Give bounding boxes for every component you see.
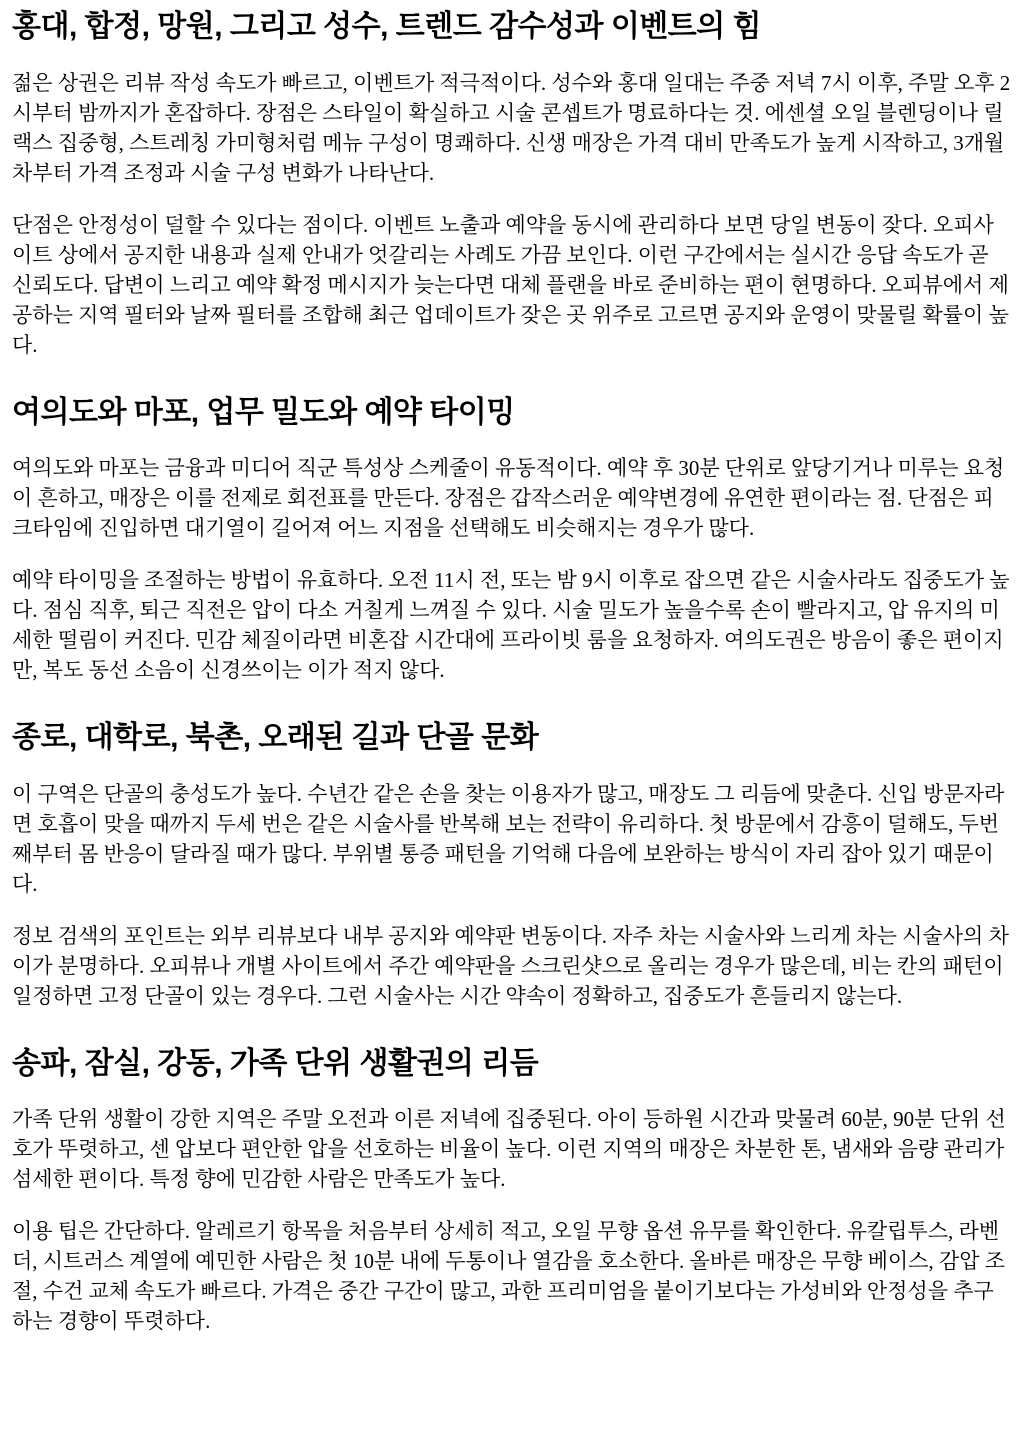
section-heading: 홍대, 합정, 망원, 그리고 성수, 트렌드 감수성과 이벤트의 힘 <box>12 10 762 43</box>
paragraph: 정보 검색의 포인트는 외부 리뷰보다 내부 공지와 예약판 변동이다. 자주 차는 시술사와 느리게 차는 시술사의 차이가 분명하다. 오피뷰나 개별 사이트에서 주간 예약판을 스크린샷으로 올리는 경우가 많은데, 비는 칸의 패턴이 일정하면 고정 단골이 있는 경우다. 그런 시술사는 시간 약속이 정확하고, 집중도가 흔들리지 않는다. <box>12 923 1009 1008</box>
section-jongno-bukchon <box>12 719 1012 1011</box>
paragraph: 이용 팁은 간단하다. 알레르기 항목을 처음부터 상세히 적고, 오일 무향 옵션 유무를 확인한다. 유칼립투스, 라벤더, 시트러스 계열에 예민한 사람은 첫 10분 내에 두통이나 열감을 호소한다. 올바른 매장은 무향 베이스, 감압 조절, 수건 교체 속도가 빠르다. 가격은 중간 구간이 많고, 과한 프리미엄을 붙이기보다는 가성비와 안정성을 추구하는 경향이 뚜렷하다. <box>12 1219 1006 1333</box>
section-hongdae-seongsu <box>12 8 1012 360</box>
paragraph: 단점은 안정성이 덜할 수 있다는 점이다. 이벤트 노출과 예약을 동시에 관리하다 보면 당일 변동이 잦다. 오피사이트 상에서 공지한 내용과 실제 안내가 엇갈리는 사례도 가끔 보인다. 이런 구간에서는 실시간 응답 속도가 곧 신뢰도다. 답변이 느리고 예약 확정 메시지가 늦는다면 대체 플랜을 바로 준비하는 편이 현명하다. 오피뷰에서 제공하는 지역 필터와 날짜 필터를 조합해 최근 업데이트가 잦은 곳 위주로 고르면 공지와 운영이 맞물릴 확률이 높다. <box>12 212 1009 357</box>
paragraph: 젊은 상권은 리뷰 작성 속도가 빠르고, 이벤트가 적극적이다. 성수와 홍대 일대는 주중 저녁 7시 이후, 주말 오후 2시부터 밤까지가 혼잡하다. 장점은 스타일이 확실하고 시술 콘셉트가 명료하다는 것. 에센셜 오일 블렌딩이나 릴랙스 집중형, 스트레칭 가미형처럼 메뉴 구성이 명쾌하다. 신생 매장은 가격 대비 만족도가 높게 시작하고, 3개월 차부터 가격 조정과 시술 구성 변화가 나타난다. <box>12 70 1011 185</box>
paragraph: 가족 단위 생활이 강한 지역은 주말 오전과 이른 저녁에 집중된다. 아이 등하원 시간과 맞물려 60분, 90분 단위 선호가 뚜렷하고, 센 압보다 편안한 압을 선호하는 비율이 높다. 이런 지역의 매장은 차분한 톤, 냄새와 음량 관리가 섬세한 편이다. 특정 향에 민감한 사람은 만족도가 높다. <box>12 1107 1006 1191</box>
section-yeouido-mapo <box>12 394 1012 686</box>
section-heading: 여의도와 마포, 업무 밀도와 예약 타이밍 <box>12 395 515 429</box>
paragraph: 예약 타이밍을 조절하는 방법이 유효하다. 오전 11시 전, 또는 밤 9시 이후로 잡으면 같은 시술사라도 집중도가 높다. 점심 직후, 퇴근 직전은 압이 다소 거칠게 느껴질 수 있다. 시술 밀도가 높을수록 손이 빨라지고, 압 유지의 미세한 떨림이 커진다. 민감 체질이라면 비혼잡 시간대에 프라이빗 룸을 요청하자. 여의도권은 방음이 좋은 편이지만, 복도 동선 소음이 신경쓰이는 이가 적지 않다. <box>12 568 1010 682</box>
section-songpa-gangdong <box>12 1045 1012 1337</box>
section-heading: 종로, 대학로, 북촌, 오래된 길과 단골 문화 <box>12 721 539 754</box>
paragraph: 이 구역은 단골의 충성도가 높다. 수년간 같은 손을 찾는 이용자가 많고, 매장도 그 리듬에 맞춘다. 신입 방문자라면 호흡이 맞을 때까지 두세 번은 같은 시술사를 반복해 보는 전략이 유리하다. 첫 방문에서 감흥이 덜해도, 두번째부터 몸 반응이 달라질 때가 많다. 부위별 통증 패턴을 기억해 다음에 보완하는 방식이 자리 잡아 있기 때문이다. <box>12 781 1005 896</box>
paragraph: 여의도와 마포는 금융과 미디어 직군 특성상 스케줄이 유동적이다. 예약 후 30분 단위로 앞당기거나 미루는 요청이 흔하고, 매장은 이를 전제로 회전표를 만든다. 장점은 갑작스러운 예약변경에 유연한 편이라는 점. 단점은 피크타임에 진입하면 대기열이 길어져 어느 지점을 선택해도 비슷해지는 경우가 많다. <box>12 456 1005 540</box>
section-heading: 송파, 잠실, 강동, 가족 단위 생활권의 리듬 <box>12 1046 539 1080</box>
